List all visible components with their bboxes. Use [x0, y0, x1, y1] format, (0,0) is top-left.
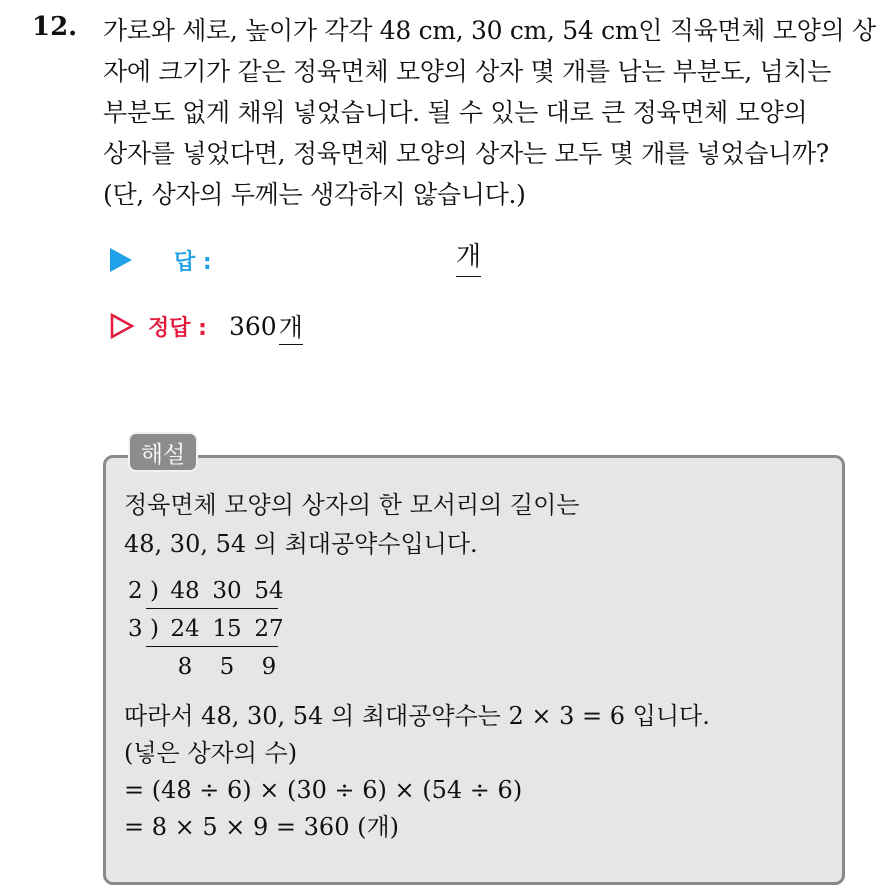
ladder-value: 30	[212, 578, 242, 604]
key-answer-value: 360	[228, 311, 277, 341]
solution-line: 따라서 48, 30, 54 의 최대공약수는 2 × 3 = 6 입니다.	[124, 702, 710, 730]
ladder-paren: )	[150, 578, 159, 604]
ladder-value: 9	[261, 654, 277, 680]
ladder-value: 48	[170, 578, 200, 604]
ladder-row	[128, 650, 290, 684]
solution-line: 정육면체 모양의 상자의 한 모서리의 길이는	[124, 491, 580, 519]
ladder-divisor: 3	[128, 616, 143, 642]
hollow-play-triangle-icon	[110, 313, 134, 339]
question-text	[103, 10, 876, 215]
solution-line: = (48 ÷ 6) × (30 ÷ 6) × (54 ÷ 6)	[124, 776, 523, 804]
question-line: (단, 상자의 두께는 생각하지 않습니다.)	[103, 180, 526, 209]
ladder-value: 27	[254, 616, 284, 642]
ladder-row	[128, 574, 290, 608]
solution-line: = 8 × 5 × 9 = 360 (개)	[124, 813, 399, 841]
ladder-value: 15	[212, 616, 242, 642]
question-line: 자에 크기가 같은 정육면체 모양의 상자 몇 개를 남는 부분도, 넘치는	[103, 57, 832, 86]
play-triangle-icon	[110, 248, 132, 272]
question-number: 12.	[32, 12, 78, 42]
ladder-value: 8	[177, 654, 193, 680]
key-answer-unit: 개	[279, 308, 303, 345]
ladder-value: 54	[254, 578, 284, 604]
answer-unit: 개	[456, 238, 481, 277]
key-answer-label: 정답 :	[148, 315, 207, 341]
solution-calculation	[124, 698, 710, 846]
ladder-line	[146, 646, 278, 647]
solution-intro	[124, 486, 579, 564]
ladder-row	[128, 612, 290, 646]
ladder-divisor: 2	[128, 578, 143, 604]
solution-line: 48, 30, 54 의 최대공약수입니다.	[124, 530, 478, 558]
key-answer-row	[110, 304, 303, 348]
solution-line: (넣은 상자의 수)	[124, 739, 298, 767]
gcd-ladder-division	[128, 574, 288, 684]
solution-tab: 해설	[128, 432, 198, 472]
question-line: 가로와 세로, 높이가 각각 48 cm, 30 cm, 54 cm인 직육면체 모양의 상	[103, 16, 876, 45]
ladder-value: 5	[219, 654, 235, 680]
answer-label: 답 :	[174, 249, 212, 275]
ladder-line	[146, 608, 278, 609]
answer-row	[110, 238, 510, 282]
ladder-paren: )	[150, 616, 159, 642]
question-line: 상자를 넣었다면, 정육면체 모양의 상자는 모두 몇 개를 넣었습니까?	[103, 139, 829, 168]
ladder-value: 24	[170, 616, 200, 642]
question-line: 부분도 없게 채워 넣었습니다. 될 수 있는 대로 큰 정육면체 모양의	[103, 98, 808, 127]
